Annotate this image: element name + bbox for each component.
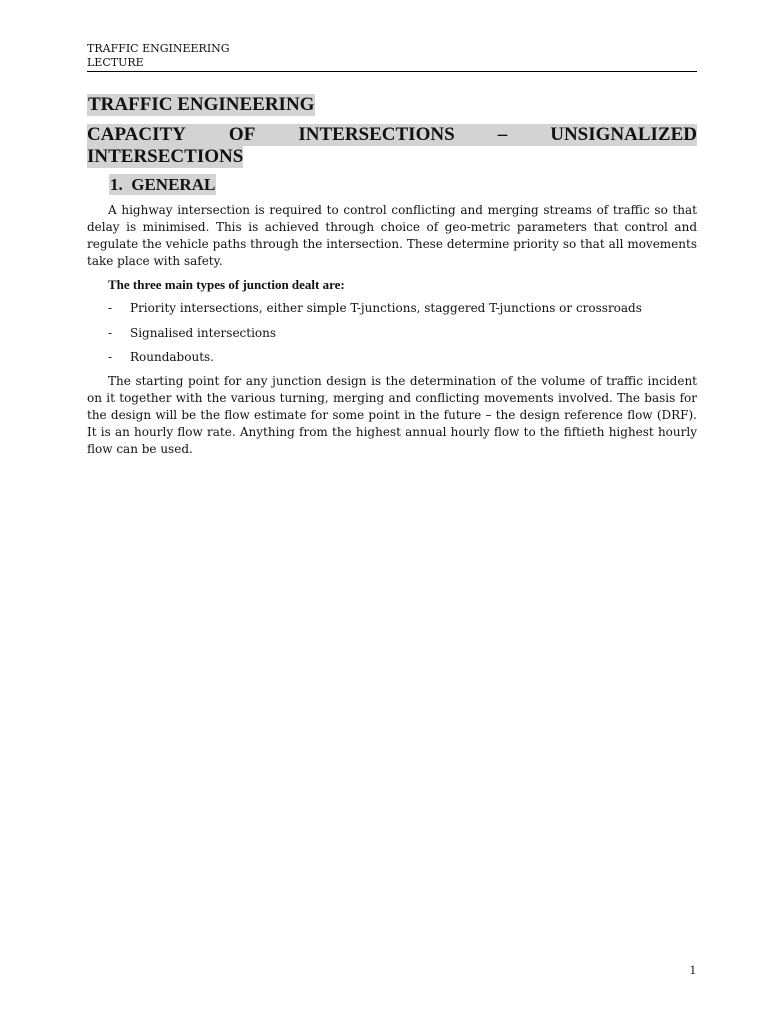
subtitle-word: INTERSECTIONS [298, 124, 455, 145]
document-subtitle [87, 124, 697, 168]
subtitle-word: – [497, 124, 508, 145]
section-title: GENERAL [131, 175, 216, 194]
paragraph-intro: A highway intersection is required to control conflicting and merging streams of traffic so that delay is minimised. This is achieved through choice of geo-metric parameters that control and regulate the vehicle paths through the intersection. These determine priority so that all movements take place with safety. [87, 203, 697, 268]
list-item-text: Roundabouts. [130, 350, 214, 364]
list-item-text: Priority intersections, either simple T-junctions, staggered T-junctions or crossroads [130, 301, 642, 315]
list-lead-in: The three main types of junction dealt are: [108, 277, 345, 292]
subtitle-line-2: INTERSECTIONS [87, 146, 244, 167]
page-number: 1 [689, 962, 696, 977]
subtitle-word: CAPACITY [87, 124, 186, 145]
list-marker: - [108, 301, 113, 315]
section-number: 1. [110, 175, 123, 194]
header-line-2: LECTURE [87, 56, 144, 69]
list-marker: - [108, 350, 113, 364]
subtitle-word: UNSIGNALIZED [550, 124, 697, 145]
list-marker: - [108, 326, 113, 340]
paragraph-design-flow: The starting point for any junction design is the determination of the volume of traffic incident on it together with the various turning, merging and conflicting movements involved. The basis for the design will be the flow estimate for some point in the future – the design reference flow (DRF). It is an hourly flow rate. Anything from the highest annual hourly flow to the fiftieth highest hourly flow can be used. [87, 374, 697, 456]
document-title: TRAFFIC ENGINEERING [88, 94, 315, 115]
subtitle-word: OF [228, 124, 256, 145]
running-header [87, 42, 697, 72]
subtitle-line-1 [87, 124, 697, 146]
list-item-text: Signalised intersections [130, 326, 277, 340]
header-line-1: TRAFFIC ENGINEERING [87, 42, 230, 55]
section-heading [109, 174, 216, 195]
